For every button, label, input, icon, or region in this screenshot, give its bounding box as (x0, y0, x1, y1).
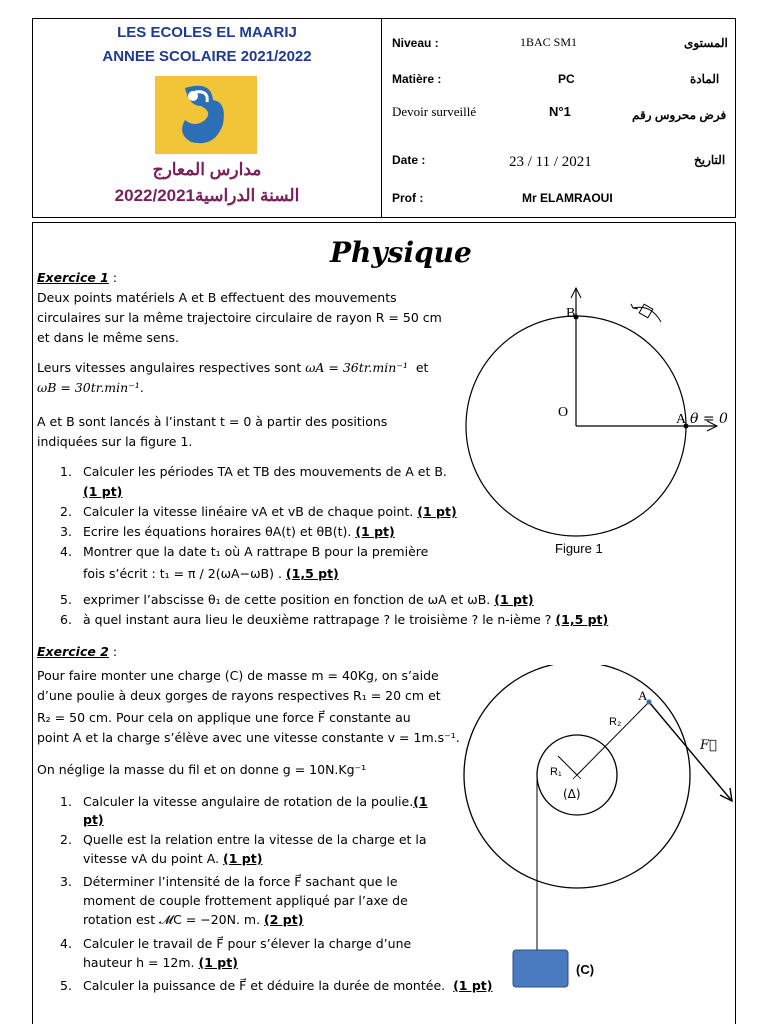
list-number: 6. (60, 612, 72, 627)
radius-r2 (577, 702, 649, 775)
points-badge: (1 pt) (198, 955, 238, 970)
points-badge: (1 pt) (83, 484, 123, 499)
ex2-text-line: d’une poulie à deux gorges de rayons respectives R₁ = 20 cm et (37, 688, 441, 703)
ex2-question-1: Calculer la vitesse angulaire de rotation de la poulie.(1 (83, 794, 428, 809)
devoir-value: N°1 (549, 104, 571, 119)
ex1-question-1: Calculer les périodes TA et TB des mouvements de A et B. (83, 464, 447, 479)
figure-caption: Figure 1 (555, 541, 603, 556)
label-charge: (C) (576, 962, 595, 977)
niveau-arabic: المستوى (684, 36, 728, 50)
ex2-question-4: Calculer le travail de F⃗ pour s’élever la charge d’une (83, 936, 412, 951)
devoir-arabic: فرض محروس رقم (632, 108, 727, 122)
label-a-pulley: A (638, 688, 648, 703)
school-year-arabic: السنة الدراسية2022/2021 (114, 186, 300, 205)
ex1-text-line: A et B sont lancés à l’instant t = 0 à partir des positions (37, 414, 388, 429)
date-label: Date : (392, 153, 426, 167)
ex1-velocities-line: Leurs vitesses angulaires respectives sont ωA = 36tr.min⁻¹ et (37, 360, 429, 375)
force-vector (649, 702, 732, 801)
points-badge: pt) (83, 812, 104, 827)
ex2-question-2-cont: vitesse vA du point A. (1 pt) (83, 851, 263, 866)
list-number: 5. (60, 592, 72, 607)
school-year: ANNEE SCOLAIRE 2021/2022 (102, 48, 312, 65)
rotation-direction-arrow (633, 307, 661, 322)
ex2-question-3-formula: rotation est 𝓜C = −20N. m. (2 pt) (83, 912, 304, 927)
points-badge: (2 pt) (264, 912, 304, 927)
list-number: 1. (60, 794, 72, 809)
ex1-question-5: exprimer l’abscisse θ₁ de cette position en fonction de ωA et ωB. (1 pt) (83, 592, 534, 607)
points-badge: (1 (413, 794, 428, 809)
label-theta: θ = 0 (690, 411, 728, 427)
points-badge: (1 pt) (417, 504, 457, 519)
list-number: 3. (60, 524, 72, 539)
ex2-text-line: On néglige la masse du fil et on donne g = 10N.Kg⁻¹ (37, 762, 367, 777)
label-r2: R₂ (609, 716, 622, 728)
ex1-question-4-formula: fois s’écrit : t₁ = π / 2(ωA−ωB) . (1,5 pt) (83, 566, 339, 581)
date-value: 23 / 11 / 2021 (509, 154, 592, 170)
charge-block (513, 950, 568, 987)
school-name-arabic: مدارس المعارج (152, 160, 262, 179)
ex1-text-line: circulaires sur la même trajectoire circulaire de rayon R = 50 cm (37, 310, 442, 325)
school-logo (155, 76, 257, 154)
ex2-text-line: point A et la charge s’élève avec une vitesse constante v = 1m.s⁻¹. (37, 730, 460, 745)
matiere-value: PC (558, 72, 575, 86)
niveau-label: Niveau : (392, 36, 439, 50)
label-a: A (676, 412, 687, 427)
ex1-omega-b: ωB = 30tr.min⁻¹. (37, 380, 144, 395)
label-r1: R₁ (550, 766, 562, 778)
list-number: 1. (60, 464, 72, 479)
page-title: Physique (330, 236, 472, 269)
matiere-arabic: المادة (690, 72, 720, 86)
label-b: B (566, 306, 576, 321)
exercise-1-heading: Exercice 1 : (37, 270, 118, 285)
points-badge: (1,5 pt) (555, 612, 609, 627)
ex2-text-line: R₂ = 50 cm. Pour cela on applique une force F⃗ constante au (37, 710, 411, 725)
devoir-label: Devoir surveillé (392, 104, 477, 119)
ex2-text-line: Pour faire monter une charge (C) de masse m = 40Kg, on s’aide (37, 668, 439, 683)
points-badge: (1,5 pt) (285, 566, 339, 581)
label-force: F⃗ (700, 738, 717, 753)
prof-value: Mr ELAMRAOUI (522, 191, 613, 205)
matiere-label: Matière : (392, 72, 442, 86)
ex2-question-5: Calculer la puissance de F⃗ et déduire la durée de montée. (1 pt) (83, 978, 493, 993)
ex2-question-2: Quelle est la relation entre la vitesse de la charge et la (83, 832, 427, 847)
label-o: O (558, 405, 569, 420)
ex1-question-2: Calculer la vitesse linéaire vA et vB de chaque point. (1 pt) (83, 504, 457, 519)
points-badge: (1 pt) (223, 851, 263, 866)
ex1-question-4: Montrer que la date t₁ où A rattrape B pour la première (83, 544, 429, 559)
list-number: 2. (60, 832, 72, 847)
ex1-text-line: et dans le même sens. (37, 330, 180, 345)
niveau-value: 1BAC SM1 (520, 35, 578, 49)
prof-label: Prof : (392, 191, 424, 205)
points-badge: (1 pt) (453, 978, 493, 993)
list-number: 4. (60, 544, 72, 559)
date-arabic: التاريخ (694, 153, 726, 167)
ex2-question-3-cont: moment de couple frottement appliqué par l’axe de (83, 893, 408, 908)
list-number: 5. (60, 978, 72, 993)
ex2-question-3: Déterminer l’intensité de la force F⃗ sachant que le (83, 874, 398, 889)
ex2-question-4-cont: hauteur h = 12m. (1 pt) (83, 955, 238, 970)
ex1-text-line: Deux points matériels A et B effectuent des mouvements (37, 290, 397, 305)
label-axis-delta: (Δ) (563, 787, 581, 801)
list-number: 2. (60, 504, 72, 519)
pulley-outer-circle (464, 665, 690, 888)
school-name: LES ECOLES EL MAARIJ (117, 24, 297, 41)
pulley-diagram (455, 665, 745, 995)
list-number: 3. (60, 874, 72, 889)
points-badge: (1 pt) (494, 592, 534, 607)
exercise-2-heading: Exercice 2 : (37, 644, 118, 659)
ex1-question-6: à quel instant aura lieu le deuxième rattrapage ? le troisième ? le n-ième ? (1,5 pt) (83, 612, 609, 627)
ex1-text-line: indiquées sur la figure 1. (37, 434, 193, 449)
figure-1-diagram (455, 278, 730, 548)
list-number: 4. (60, 936, 72, 951)
points-badge: (1 pt) (355, 524, 395, 539)
ex1-question-3: Ecrire les équations horaires θA(t) et θB(t). (1 pt) (83, 524, 395, 539)
